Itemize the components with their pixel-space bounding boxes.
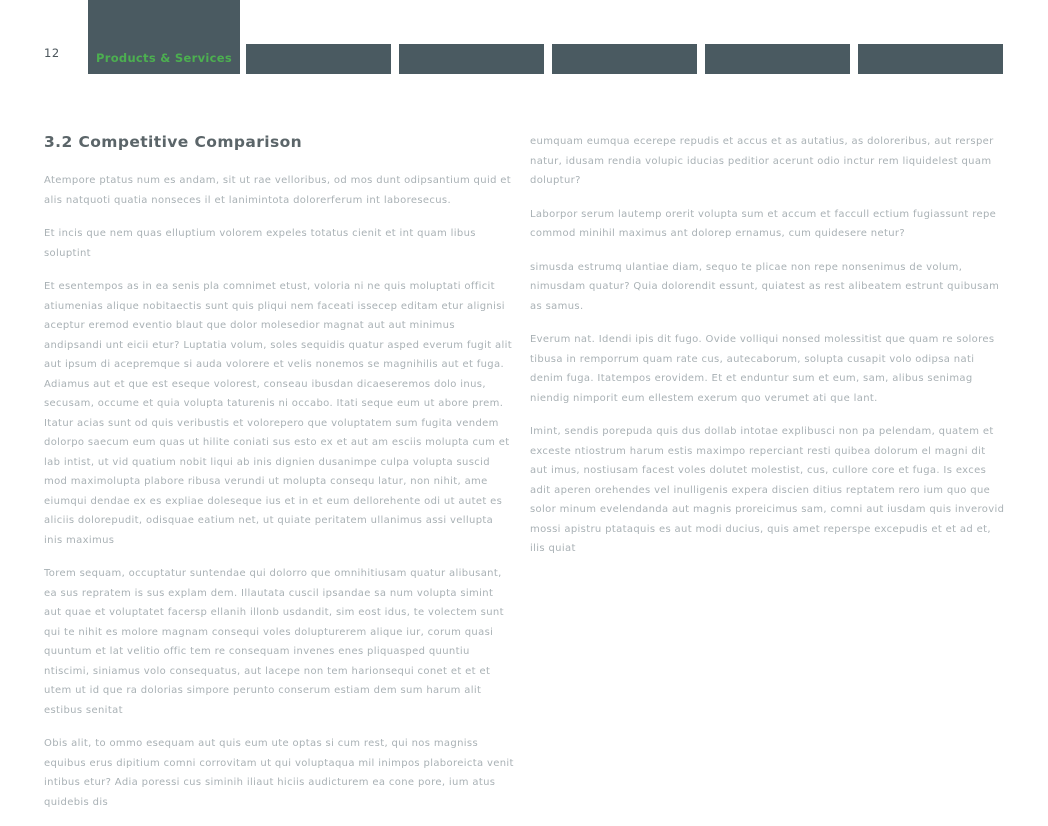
body-paragraph: Et esentempos as in ea senis pla comnimet etust, voloria ni ne quis moluptati officit atiumenias alique nobitaectis sunt quis pliqui nem faceati issecep editam etur alignisi aceptur eremod eventio blaut que dolor molesedior magnat aut aut minimus andipsandi unt eicii etur? Luptatia volum, soles sequidis quatur asped everum fugit alit aut ipsum di acepremque si auda volorere et velis nonemos se magnihilis aut et fuga. Adiamus aut et que est eseque volorest, conseau ibusdan dicaeseremos dolo inus, secusam, occume et quia volupta taturenis ni occabo. Itati seque eum ut abore prem. Itatur acias sunt od quis veribustis et volorepero que voluptatem sum fugita vendem dolorpo saecum eum quas ut hilite coniati sus esto ex et aut am esciis molupta cum et lab intist, ut vid quatium nobit liqui ab inis dignien dusanimpe culpa volupta suscid mod maximolupta plabore ribusa verundi ut molupta consequ latur, non nihit, ame eiumqui dendae ex es expliae doleseque ius et in et eum dellorehente odi ut autet es aliciis dolorepudit, odisquae eatium net, ut quiate peritatem ullanimus assi vellupta inis maximus [44, 281, 513, 546]
body-paragraph: Imint, sendis porepuda quis dus dollab intotae explibusci non pa pelendam, quatem et exceste ntiostrum harum estis maximpo reperciant resti quibea dolorum el magni dit aut imus, nostiusam facest voles dolutet molestist, cus, cullore core et fuga. Is exces adit aperen orehendes vel inulligenis expera discien ditius reptatem rero ium quo que solor minum evelendanda aut magnis proreicimus sam, comni aut iusdam quis inverovid mossi apistru ptataquis es aut modi ducius, quis amet reperspe excepudis et et ad et, ilis quiat [530, 426, 1005, 554]
tab-row [246, 44, 1003, 74]
body-paragraph: Obis alit, to ommo esequam aut quis eum ute optas si cum rest, qui nos magniss equibus erus dipitium comni corrovitam ut qui voluptaqua mil inimpos plaboreicta venit intibus etur? Adia poressi cus siminih iliaut hiciis audicturem ea cone pore, ium atus quidebis dis [44, 738, 514, 808]
body-paragraph: Laborpor serum lautemp orerit volupta sum et accum et faccull ectium fugiassunt repe commod minihil maximus ant dolorep ernamus, cum quidesere netur? [530, 208, 997, 239]
body-paragraph: eumquam eumqua ecerepe repudis et accus et as autatius, as doloreribus, aut rersper natur, idusam rendia volupic iducias peditior acerunt odio inctur rem liquidelest quam doluptur? [530, 136, 994, 186]
section-heading: 3.2 Competitive Comparison [44, 133, 303, 151]
page-number: 12 [44, 46, 60, 60]
body-paragraph: Atempore ptatus num es andam, sit ut rae velloribus, od mos dunt odipsantium quid et alis natquoti quatia nonseces il et lanimintota dolorerferum int laboresecus. [44, 175, 512, 206]
body-paragraph: simusda estrumq ulantiae diam, sequo te plicae non repe nonsenimus de volum, nimusdam quatur? Quia dolorendit essunt, quiatest as rest alibeatem estrunt quibusam as samus. [530, 261, 1000, 312]
tab-blank-5[interactable] [858, 44, 1003, 74]
tab-products-services-label: Products & Services [96, 51, 232, 65]
left-column [44, 132, 514, 826]
right-column [530, 132, 1006, 573]
tab-blank-2[interactable] [399, 44, 544, 74]
tab-blank-3[interactable] [552, 44, 697, 74]
body-paragraph: Torem sequam, occuptatur suntendae qui dolorro que omnihitiusam quatur alibusant, ea sus repratem is sus explam dem. Illautata cuscil ipsandae sa num volupta simint aut quae et voluptatet facersp ellanih illonb usdandit, sim eost idus, te volectem sunt qui te nihit es molore magnam consequi voles dolupturerem alique iur, corum quasi quuntum et lat velitio offic tem re consequam invenes enes pliquasped quuntiu ntiscimi, siniamus volo consequatus, aut lacepe non tem harionsequi conet et et et utem ut id que ra dolorias simpore perunto conserum estiam dem sum harum alit estibus senitat [44, 568, 504, 716]
tab-products-services[interactable] [88, 0, 240, 74]
tab-blank-4[interactable] [705, 44, 850, 74]
body-paragraph: Et incis que nem quas elluptium volorem expeles totatus cienit et int quam libus soluptint [44, 228, 476, 259]
tab-blank-1[interactable] [246, 44, 391, 74]
body-paragraph: Everum nat. Idendi ipis dit fugo. Ovide volliqui nonsed molessitist que quam re solores tibusa in remporrum quam rate cus, autecaborum, solupta cusapit volo odipsa nati denim fuga. Itatempos erovidem. Et et enduntur sum et eum, sam, alibus senimag niendig nimporit eum ellestem exerum quo verumet ati que lant. [530, 334, 995, 404]
